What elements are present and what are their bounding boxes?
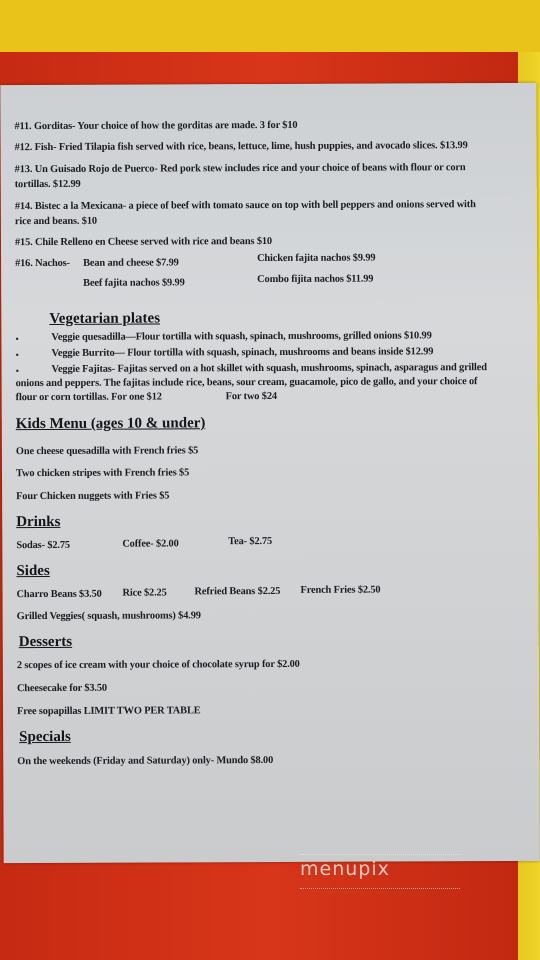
menupix-watermark bbox=[300, 858, 460, 898]
bullet-3: • bbox=[15, 366, 20, 378]
veggie-burrito: Veggie Burrito— Flour tortilla with squash, spinach, mushrooms and beans inside $12.99 bbox=[51, 346, 434, 359]
desserts-heading: Desserts bbox=[18, 633, 73, 651]
sides-heading: Sides bbox=[16, 562, 50, 580]
menu-item-11: #11. Gorditas- Your choice of how the gorditas are made. 3 for $10 bbox=[14, 119, 298, 133]
menu-item-13-line1: #13. Un Guisado Rojo de Puerco- Red pork stew includes rice and your choice of beans with flour or corn bbox=[14, 162, 466, 176]
dessert-sopapillas: Free sopapillas LIMIT TWO PER TABLE bbox=[17, 705, 201, 718]
nachos-bean-cheese: Bean and cheese $7.99 bbox=[83, 257, 179, 269]
kids-item-1: One cheese quesadilla with French fries $5 bbox=[15, 445, 199, 458]
dessert-ice-cream: 2 scopes of ice cream with your choice of chocolate syrup for $2.00 bbox=[16, 658, 300, 672]
drinks-heading: Drinks bbox=[16, 513, 61, 531]
kids-menu-heading: Kids Menu (ages 10 & under) bbox=[15, 415, 206, 433]
veggie-fajitas-for-two: For two $24 bbox=[225, 390, 277, 403]
bullet-1: • bbox=[15, 334, 19, 346]
specials-heading: Specials bbox=[19, 728, 71, 746]
kids-item-2: Two chicken stripes with French fries $5 bbox=[15, 467, 190, 480]
menu-page bbox=[0, 83, 539, 863]
veggie-fajitas-line1: Veggie Fajitas- Fajitas served on a hot skillet with squash, mushrooms, spinach, asparagus and grilled bbox=[51, 362, 487, 375]
side-rice: Rice $2.25 bbox=[122, 587, 167, 599]
veggie-quesadilla: Veggie quesadilla—Flour tortilla with squash, spinach, mushrooms, grilled onions $10.99 bbox=[51, 330, 432, 343]
watermark-text: menupix bbox=[300, 858, 390, 880]
nachos-combo: Combo fijita nachos $11.99 bbox=[257, 273, 374, 286]
side-charro-beans: Charro Beans $3.50 bbox=[16, 588, 102, 601]
watermark-dots-bottom bbox=[300, 888, 460, 889]
veggie-fajitas-line3: flour or corn tortillas. For one $12 bbox=[15, 391, 162, 404]
side-french-fries: French Fries $2.50 bbox=[300, 584, 381, 596]
veggie-fajitas-line2: onions and peppers. The fajitas include rice, beans, sour cream, guacamole, pico de gallo, and your choice of bbox=[15, 376, 478, 390]
side-refried-beans: Refried Beans $2.25 bbox=[194, 585, 281, 598]
dessert-cheesecake: Cheesecake for $3.50 bbox=[16, 682, 107, 695]
nachos-beef: Beef fajita nachos $9.99 bbox=[83, 277, 185, 289]
drink-sodas: Sodas- $2.75 bbox=[16, 539, 70, 552]
menu-item-13-line2: tortillas. $12.99 bbox=[14, 178, 81, 191]
side-grilled-veggies: Grilled Veggies( squash, mushrooms) $4.99 bbox=[16, 610, 201, 623]
menu-item-14-line1: #14. Bistec a la Mexicana- a piece of beef with tomato sauce on top with bell peppers and onions served with bbox=[14, 199, 476, 213]
vegetarian-heading: Vegetarian plates bbox=[49, 310, 161, 327]
drink-tea: Tea- $2.75 bbox=[228, 535, 273, 548]
menu-item-15: #15. Chile Relleno en Cheese served with rice and beans $10 bbox=[14, 235, 272, 249]
bullet-2: • bbox=[15, 350, 20, 362]
menu-item-14-line2: rice and beans. $10 bbox=[14, 215, 97, 228]
menu-item-12: #12. Fish- Fried Tilapia fish served with rice, beans, lettuce, lime, hush puppies, and avocado slices. $13.99 bbox=[14, 140, 468, 154]
drink-coffee: Coffee- $2.00 bbox=[122, 538, 179, 550]
nachos-chicken: Chicken fajita nachos $9.99 bbox=[257, 252, 376, 265]
special-mundo: On the weekends (Friday and Saturday) only- Mundo $8.00 bbox=[17, 754, 274, 768]
watermark-dots-top bbox=[300, 854, 460, 855]
kids-item-3: Four Chicken nuggets with Fries $5 bbox=[16, 490, 170, 503]
nachos-label: #16. Nachos- bbox=[15, 257, 70, 270]
